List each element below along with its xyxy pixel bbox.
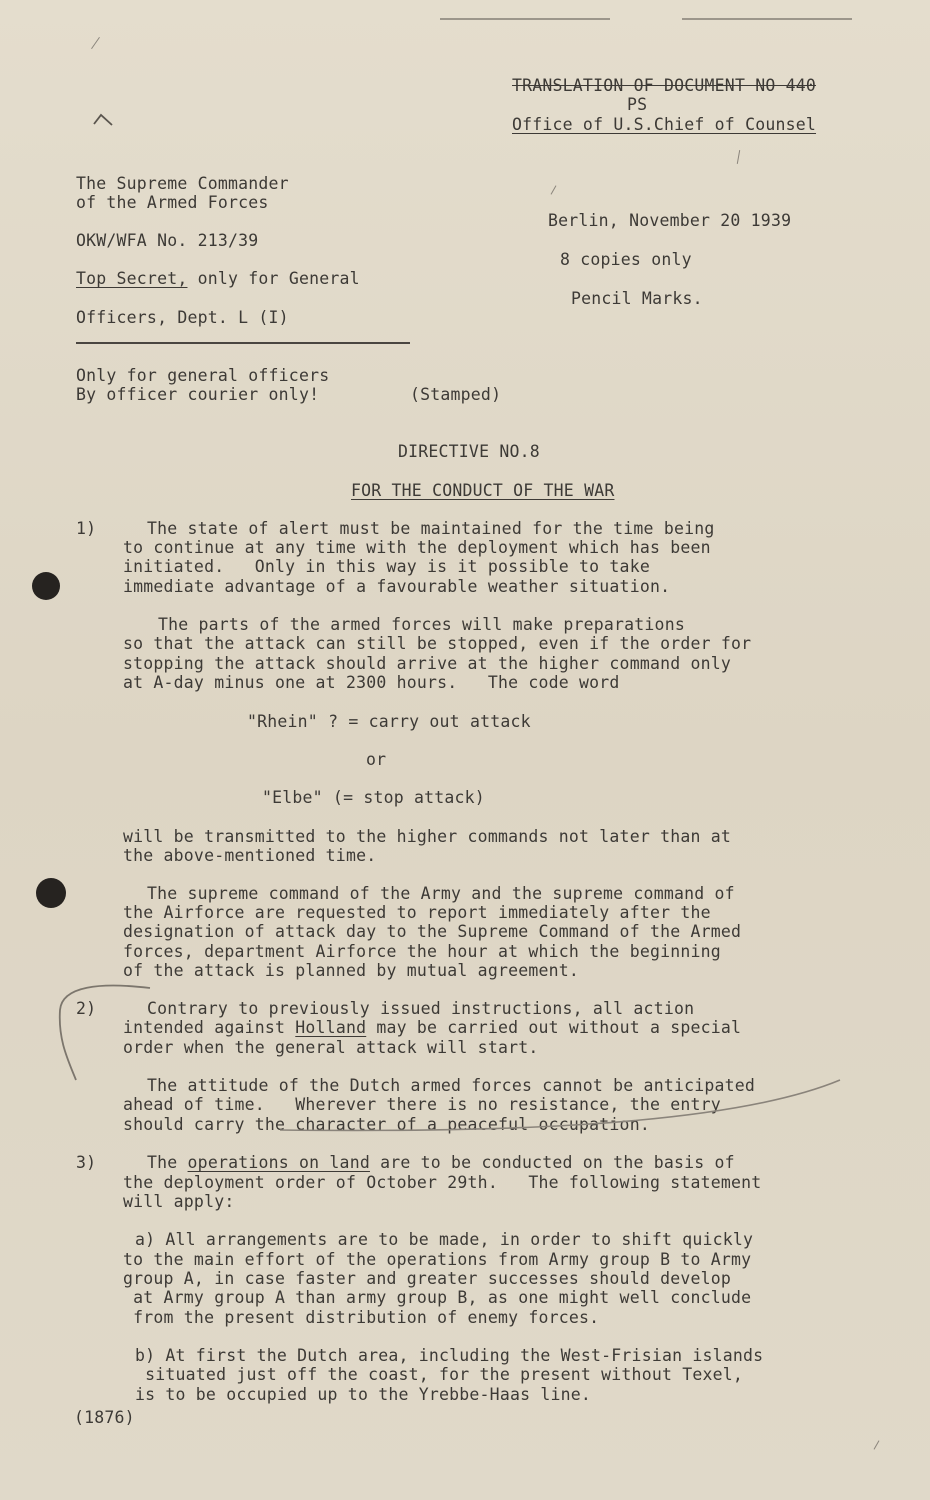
item-b-line: situated just off the coast, for the present without Texel, [135,1365,744,1384]
code-word-elbe: "Elbe" (= stop attack) [262,788,485,807]
para2-line: The parts of the armed forces will make preparations [158,615,685,634]
para2-line: at A-day minus one at 2300 hours. The code word [123,673,620,692]
punch-hole-mark [32,572,60,600]
para2-line: so that the attack can still be stopped, even if the order for [123,634,752,653]
section2-text: may be carried out without a special [366,1018,742,1037]
section-number-3: 3) [76,1153,97,1172]
para1-line: initiated. Only in this way is it possible to take [123,557,650,576]
item-a-line: a) All arrangements are to be made, in order to shift quickly [135,1230,754,1249]
stamped-label: (Stamped) [410,385,502,404]
section2-para-line: should carry the character of a peaceful occupation. [123,1115,650,1134]
pencil-tick [551,185,557,194]
classification-line [76,269,360,289]
section3-text: The [147,1153,188,1172]
directive-title: DIRECTIVE NO.8 [398,442,540,461]
pencil-caret [92,112,116,128]
translation-header: TRANSLATION OF DOCUMENT NO 440 [512,76,817,95]
sender-line1: The Supreme Commander [76,174,289,193]
routing-line2: By officer courier only! [76,385,320,404]
pencil-bracket [40,980,860,1140]
para4-line: forces, department Airforce the hour at which the beginning [123,942,721,961]
sender-line2: of the Armed Forces [76,193,269,212]
section3-text: are to be conducted on the basis of [369,1153,735,1172]
office-line: Office of U.S.Chief of Counsel [512,115,817,134]
item-a-line: group A, in case faster and greater successes should develop [123,1269,732,1288]
section3-line: will apply: [123,1192,235,1211]
pencil-tick [737,150,740,164]
item-a-line: from the present distribution of enemy forces. [123,1308,600,1327]
para1-line: to continue at any time with the deployment which has been [123,538,711,557]
pencil-tick [91,37,100,49]
para4-line: The supreme command of the Army and the supreme command of [147,884,735,903]
item-a-line: at Army group A than army group B, as one might well conclude [123,1288,752,1307]
punch-hole-mark [36,878,66,908]
copies-note: 8 copies only [560,250,692,269]
place-date: Berlin, November 20 1939 [548,211,792,230]
section3-line [147,1153,735,1173]
item-a-line: to the main effort of the operations from Army group B to Army [123,1250,752,1269]
classification-rest: only for General [187,269,360,288]
routing-line1: Only for general officers [76,366,330,385]
para2-line: stopping the attack should arrive at the higher command only [123,654,732,673]
divider-rule [76,342,410,344]
para4-line: the Airforce are requested to report immediately after the [123,903,711,922]
footer-code: (1876) [74,1408,135,1427]
section2-line: order when the general attack will start. [123,1038,539,1057]
item-b-line: b) At first the Dutch area, including the West-Frisian islands [135,1346,764,1365]
item-b-line: is to be occupied up to the Yrebbe-Haas line. [135,1385,592,1404]
section2-text: intended against [123,1018,296,1037]
para1-line: The state of alert must be maintained for the time being [147,519,715,538]
para1-line: immediate advantage of a favourable weather situation. [123,577,671,596]
para4-line: of the attack is planned by mutual agreement. [123,961,580,980]
para3-line: the above-mentioned time. [123,846,377,865]
section2-para-line: The attitude of the Dutch armed forces cannot be anticipated [147,1076,756,1095]
section2-para-line: ahead of time. Wherever there is no resistance, the entry [123,1095,721,1114]
operations-on-land-underlined: operations on land [187,1153,370,1172]
holland-underlined: Holland [295,1018,367,1037]
top-speck [682,18,852,20]
section-number-2: 2) [76,999,97,1018]
section-number-1: 1) [76,519,97,538]
code-word-or: or [366,750,387,769]
top-secret-label: Top Secret, [76,269,188,288]
reference-number: OKW/WFA No. 213/39 [76,231,259,250]
officers-dept: Officers, Dept. L (I) [76,308,289,327]
para3-line: will be transmitted to the higher commands not later than at [123,827,732,846]
section3-line: the deployment order of October 29th. The following statement [123,1173,762,1192]
code-word-rhein: "Rhein" ? = carry out attack [247,712,531,731]
top-speck [440,18,610,20]
header-ps: PS [627,95,648,114]
directive-subtitle: FOR THE CONDUCT OF THE WAR [351,481,615,500]
pencil-marks-note: Pencil Marks. [571,289,703,308]
pencil-tick [874,1440,880,1449]
section2-line: Contrary to previously issued instructions, all action [147,999,695,1018]
para4-line: designation of attack day to the Supreme Command of the Armed [123,922,742,941]
